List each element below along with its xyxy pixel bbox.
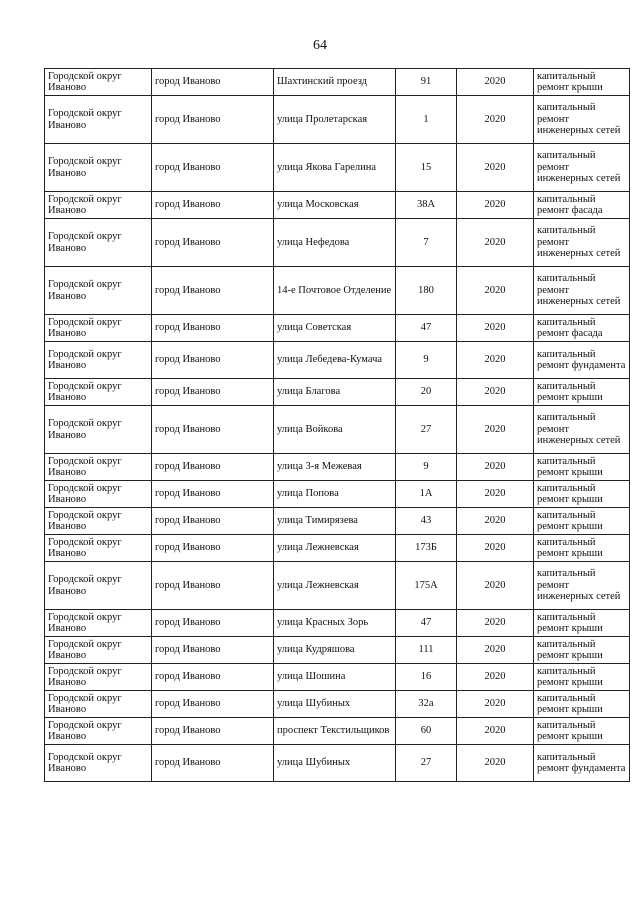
cell-year: 2020 <box>457 637 534 664</box>
cell-year: 2020 <box>457 219 534 267</box>
table-row <box>45 315 630 342</box>
cell-city: город Иваново <box>152 379 274 406</box>
cell-house-number: 38А <box>396 192 457 219</box>
cell-street: улица Московская <box>274 192 396 219</box>
cell-district: Городской округ Иваново <box>45 637 152 664</box>
cell-city: город Иваново <box>152 342 274 379</box>
cell-work-type: капитальный ремонт крыши <box>534 379 630 406</box>
cell-street: улица Благова <box>274 379 396 406</box>
table-row <box>45 96 630 144</box>
cell-street: улица Лежневская <box>274 562 396 610</box>
cell-work-type: капитальный ремонт крыши <box>534 664 630 691</box>
table-row <box>45 406 630 454</box>
cell-work-type: капитальный ремонт крыши <box>534 454 630 481</box>
cell-city: город Иваново <box>152 267 274 315</box>
cell-street: улица Советская <box>274 315 396 342</box>
cell-street: улица Тимирязева <box>274 508 396 535</box>
table-row <box>45 267 630 315</box>
cell-district: Городской округ Иваново <box>45 718 152 745</box>
repair-schedule-table <box>44 68 630 782</box>
table-row <box>45 745 630 782</box>
cell-house-number: 91 <box>396 69 457 96</box>
cell-street: Шахтинский проезд <box>274 69 396 96</box>
cell-house-number: 16 <box>396 664 457 691</box>
cell-work-type: капитальный ремонт инженерных сетей <box>534 267 630 315</box>
cell-street: улица Шубиных <box>274 691 396 718</box>
cell-district: Городской округ Иваново <box>45 406 152 454</box>
table-row <box>45 144 630 192</box>
table-row <box>45 69 630 96</box>
cell-work-type: капитальный ремонт крыши <box>534 508 630 535</box>
cell-city: город Иваново <box>152 718 274 745</box>
cell-work-type: капитальный ремонт инженерных сетей <box>534 562 630 610</box>
cell-street: улица Лебедева-Кумача <box>274 342 396 379</box>
cell-house-number: 7 <box>396 219 457 267</box>
table-row <box>45 664 630 691</box>
cell-district: Городской округ Иваново <box>45 481 152 508</box>
cell-city: город Иваново <box>152 508 274 535</box>
cell-city: город Иваново <box>152 664 274 691</box>
table-row <box>45 610 630 637</box>
cell-house-number: 111 <box>396 637 457 664</box>
table-row <box>45 691 630 718</box>
cell-city: город Иваново <box>152 610 274 637</box>
cell-district: Городской округ Иваново <box>45 144 152 192</box>
cell-year: 2020 <box>457 267 534 315</box>
table-row <box>45 481 630 508</box>
cell-house-number: 27 <box>396 406 457 454</box>
table-row <box>45 342 630 379</box>
cell-city: город Иваново <box>152 219 274 267</box>
cell-year: 2020 <box>457 144 534 192</box>
cell-house-number: 173Б <box>396 535 457 562</box>
cell-district: Городской округ Иваново <box>45 267 152 315</box>
cell-city: город Иваново <box>152 562 274 610</box>
cell-year: 2020 <box>457 508 534 535</box>
cell-house-number: 60 <box>396 718 457 745</box>
cell-district: Городской округ Иваново <box>45 379 152 406</box>
cell-street: улица Кудряшова <box>274 637 396 664</box>
table-row <box>45 192 630 219</box>
cell-house-number: 1А <box>396 481 457 508</box>
cell-city: город Иваново <box>152 144 274 192</box>
cell-district: Городской округ Иваново <box>45 745 152 782</box>
cell-district: Городской округ Иваново <box>45 192 152 219</box>
cell-house-number: 32а <box>396 691 457 718</box>
table-row <box>45 219 630 267</box>
cell-district: Городской округ Иваново <box>45 342 152 379</box>
cell-house-number: 180 <box>396 267 457 315</box>
table-row <box>45 535 630 562</box>
cell-district: Городской округ Иваново <box>45 315 152 342</box>
cell-district: Городской округ Иваново <box>45 454 152 481</box>
cell-house-number: 15 <box>396 144 457 192</box>
cell-year: 2020 <box>457 535 534 562</box>
cell-house-number: 175А <box>396 562 457 610</box>
cell-house-number: 9 <box>396 342 457 379</box>
cell-work-type: капитальный ремонт инженерных сетей <box>534 219 630 267</box>
cell-district: Городской округ Иваново <box>45 96 152 144</box>
cell-street: улица Шубиных <box>274 745 396 782</box>
cell-year: 2020 <box>457 691 534 718</box>
table-row <box>45 562 630 610</box>
cell-district: Городской округ Иваново <box>45 508 152 535</box>
cell-street: улица Красных Зорь <box>274 610 396 637</box>
cell-district: Городской округ Иваново <box>45 664 152 691</box>
cell-work-type: капитальный ремонт крыши <box>534 69 630 96</box>
cell-year: 2020 <box>457 379 534 406</box>
cell-street: улица Попова <box>274 481 396 508</box>
cell-street: улица Якова Гарелина <box>274 144 396 192</box>
cell-city: город Иваново <box>152 745 274 782</box>
cell-year: 2020 <box>457 745 534 782</box>
cell-street: улица Шошина <box>274 664 396 691</box>
cell-work-type: капитальный ремонт фасада <box>534 192 630 219</box>
cell-street: улица Пролетарская <box>274 96 396 144</box>
cell-city: город Иваново <box>152 69 274 96</box>
cell-year: 2020 <box>457 481 534 508</box>
cell-city: город Иваново <box>152 691 274 718</box>
cell-district: Городской округ Иваново <box>45 535 152 562</box>
cell-house-number: 1 <box>396 96 457 144</box>
cell-district: Городской округ Иваново <box>45 562 152 610</box>
cell-city: город Иваново <box>152 481 274 508</box>
table-row <box>45 454 630 481</box>
cell-street: улица Нефедова <box>274 219 396 267</box>
cell-house-number: 20 <box>396 379 457 406</box>
cell-street: 14-е Почтовое Отделение <box>274 267 396 315</box>
cell-year: 2020 <box>457 718 534 745</box>
cell-house-number: 47 <box>396 610 457 637</box>
cell-work-type: капитальный ремонт инженерных сетей <box>534 406 630 454</box>
page-number: 64 <box>313 38 327 53</box>
cell-city: город Иваново <box>152 406 274 454</box>
cell-year: 2020 <box>457 315 534 342</box>
cell-street: проспект Текстильщиков <box>274 718 396 745</box>
cell-city: город Иваново <box>152 637 274 664</box>
table-body <box>45 69 630 782</box>
cell-year: 2020 <box>457 406 534 454</box>
cell-city: город Иваново <box>152 454 274 481</box>
cell-work-type: капитальный ремонт крыши <box>534 481 630 508</box>
cell-work-type: капитальный ремонт фундамента <box>534 342 630 379</box>
table-row <box>45 718 630 745</box>
cell-city: город Иваново <box>152 535 274 562</box>
cell-year: 2020 <box>457 454 534 481</box>
cell-year: 2020 <box>457 69 534 96</box>
cell-year: 2020 <box>457 610 534 637</box>
cell-house-number: 27 <box>396 745 457 782</box>
cell-work-type: капитальный ремонт фундамента <box>534 745 630 782</box>
cell-year: 2020 <box>457 96 534 144</box>
cell-work-type: капитальный ремонт инженерных сетей <box>534 144 630 192</box>
table-row <box>45 637 630 664</box>
cell-street: улица 3-я Межевая <box>274 454 396 481</box>
cell-work-type: капитальный ремонт инженерных сетей <box>534 96 630 144</box>
cell-city: город Иваново <box>152 192 274 219</box>
cell-year: 2020 <box>457 192 534 219</box>
cell-work-type: капитальный ремонт крыши <box>534 637 630 664</box>
cell-work-type: капитальный ремонт крыши <box>534 535 630 562</box>
cell-year: 2020 <box>457 342 534 379</box>
cell-year: 2020 <box>457 562 534 610</box>
cell-district: Городской округ Иваново <box>45 691 152 718</box>
cell-district: Городской округ Иваново <box>45 219 152 267</box>
table-row <box>45 508 630 535</box>
cell-work-type: капитальный ремонт крыши <box>534 718 630 745</box>
cell-work-type: капитальный ремонт фасада <box>534 315 630 342</box>
cell-district: Городской округ Иваново <box>45 610 152 637</box>
cell-house-number: 43 <box>396 508 457 535</box>
cell-house-number: 9 <box>396 454 457 481</box>
cell-street: улица Лежневская <box>274 535 396 562</box>
cell-city: город Иваново <box>152 315 274 342</box>
cell-work-type: капитальный ремонт крыши <box>534 691 630 718</box>
cell-district: Городской округ Иваново <box>45 69 152 96</box>
cell-work-type: капитальный ремонт крыши <box>534 610 630 637</box>
cell-city: город Иваново <box>152 96 274 144</box>
cell-house-number: 47 <box>396 315 457 342</box>
cell-year: 2020 <box>457 664 534 691</box>
table-row <box>45 379 630 406</box>
cell-street: улица Войкова <box>274 406 396 454</box>
